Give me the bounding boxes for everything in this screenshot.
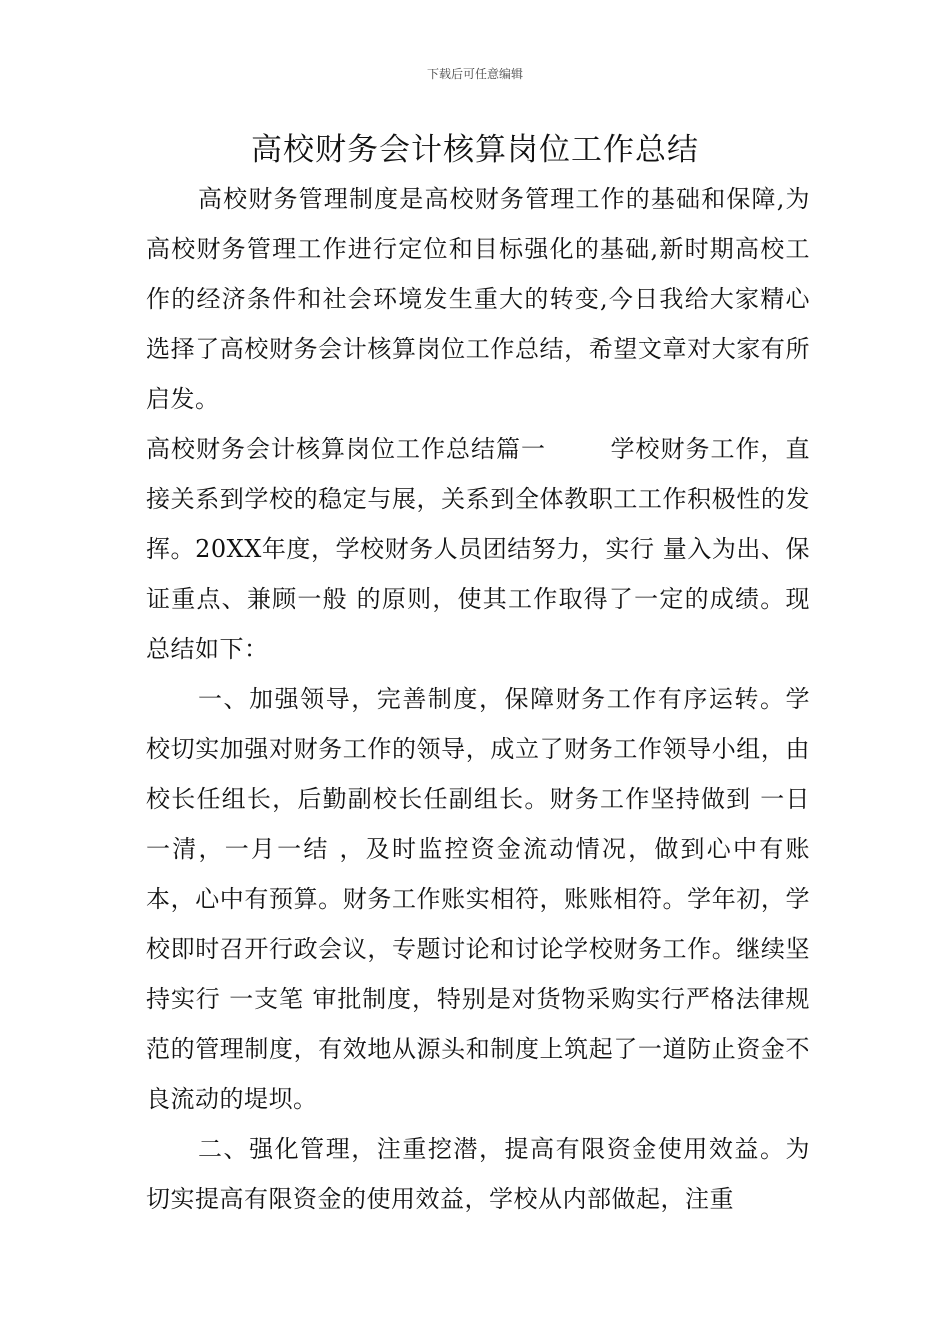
header-note: 下载后可任意编辑 (426, 67, 523, 81)
section-heading: 高校财务会计核算岗位工作总结篇一 (146, 435, 546, 463)
point-two-paragraph: 二、强化管理，注重挖潜，提高有限资金使用效益。为切实提高有限资金的使用效益，学校从内部做起，注重 (146, 1135, 810, 1213)
document-body (146, 174, 810, 1224)
intro-paragraph: 高校财务管理制度是高校财务管理工作的基础和保障,为高校财务管理工作进行定位和目标强化的基础,新时期高校工作的经济条件和社会环境发生重大的转变,今日我给大家精心选择了高校财务会计核算岗位工作总结，希望文章对大家有所启发。 (146, 185, 810, 413)
section-paragraph (146, 424, 810, 674)
document-title: 高校财务会计核算岗位工作总结 (251, 132, 699, 168)
point-one-paragraph: 一、加强领导，完善制度，保障财务工作有序运转。学校切实加强对财务工作的领导，成立了财务工作领导小组，由校长任组长，后勤副校长任副组长。财务工作坚持做到 一日一清，一月一结 ，及时监控资金流动情况，做到心中有账本，心中有预算。财务工作账实相符，账账相符。学年初，学校即时召开行政会议，专题讨论和讨论学校财务工作。继续坚持实行 一支笔 审批制度，特别是对货物采购实行严格法律规范的管理制度，有效地从源头和制度上筑起了一道防止资金不良流动的堤坝。 (146, 685, 810, 1113)
section-start-text: 学校财务工作，直接关系到学校的稳定与展，关系到全体教职工工作积极性的发挥。20XX年度，学校财务人员团结努力，实行 量入为出、保证重点、兼顾一般 的原则，使其工作取得了一定的成绩。现总结如下： (146, 435, 810, 663)
